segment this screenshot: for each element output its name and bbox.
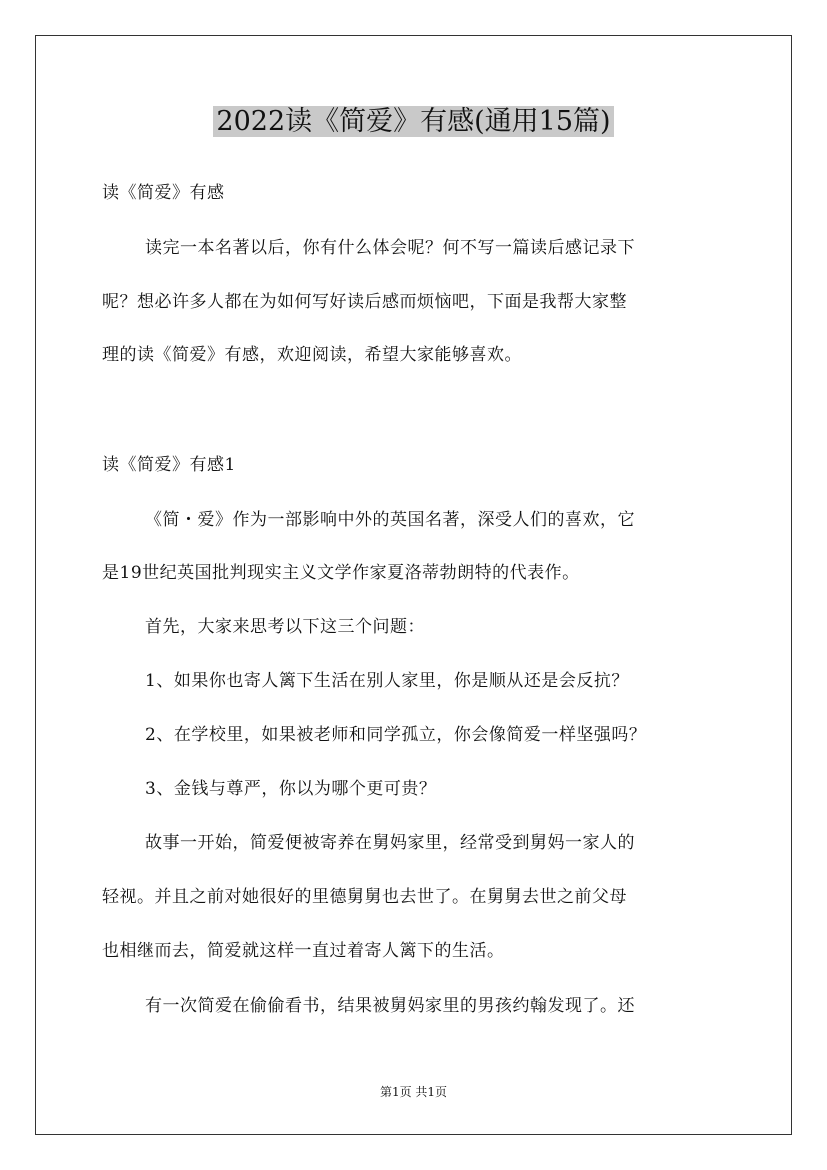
list-item: 3、金钱与尊严，你以为哪个更可贵？	[145, 779, 437, 799]
paragraph-line: 读完一本名著以后，你有什么体会呢？何不写一篇读后感记录下	[145, 238, 635, 258]
list-item: 1、如果你也寄人篱下生活在别人家里，你是顺从还是会反抗？	[145, 671, 629, 691]
paragraph-line: 故事一开始，简爱便被寄养在舅妈家里，经常受到舅妈一家人的	[145, 833, 635, 853]
paragraph-line: 是19世纪英国批判现实主义文学作家夏洛蒂勃朗特的代表作。	[102, 563, 580, 583]
section-heading: 读《简爱》有感1	[102, 455, 236, 475]
paragraph-line: 呢？想必许多人都在为如何写好读后感而烦恼吧，下面是我帮大家整	[102, 292, 627, 312]
paragraph-line: 有一次简爱在偷偷看书，结果被舅妈家里的男孩约翰发现了。还	[145, 996, 635, 1016]
paragraph-line: 首先，大家来思考以下这三个问题：	[145, 617, 425, 637]
document-title: 2022读《简爱》有感(通用15篇)	[0, 100, 827, 144]
paragraph-line: 理的读《简爱》有感，欢迎阅读，希望大家能够喜欢。	[102, 345, 522, 365]
section-heading: 读《简爱》有感	[102, 183, 225, 203]
page-number: 第1页 共1页	[379, 1085, 448, 1099]
paragraph-line: 轻视。并且之前对她很好的里德舅舅也去世了。在舅舅去世之前父母	[102, 887, 627, 907]
list-item: 2、在学校里，如果被老师和同学孤立，你会像简爱一样坚强吗？	[145, 725, 647, 745]
paragraph-line: 也相继而去，简爱就这样一直过着寄人篱下的生活。	[102, 941, 505, 961]
paragraph-line: 《简・爱》作为一部影响中外的英国名著，深受人们的喜欢，它	[145, 510, 635, 530]
